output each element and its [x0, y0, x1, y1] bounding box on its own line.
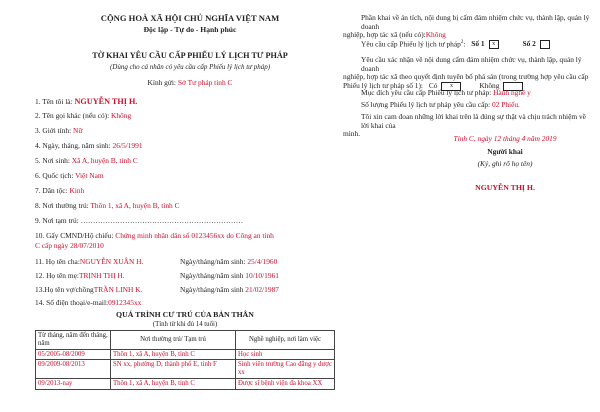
spouse-dob: Ngày/tháng/năm sinh 21/02/1987	[180, 285, 279, 294]
table-row: 05/2005-08/2009 Thôn 1, xã A, huyện B, tỉnh C Học sinh	[36, 349, 335, 360]
quantity-line: Số lượng Phiếu lý lịch tư pháp yêu cầu cấp: 02 Phiếu.	[361, 100, 520, 109]
option-form-2: Số 2	[522, 39, 536, 49]
purpose-value: Hành nghề y	[493, 88, 531, 97]
field-id-card: 10. Gấy CMND/Hộ chiếu: Chứng minh nhân dân số 0123456xx do Công an tỉnh	[35, 231, 274, 240]
recipient-value: Sở Tư pháp tỉnh C	[177, 78, 233, 87]
phone-value: 0912345xx	[108, 298, 142, 307]
signer-name: NGUYỄN THỊ H.	[475, 183, 535, 192]
field-dob-value: 26/5/1991	[112, 141, 143, 150]
checkbox-form-2[interactable]	[540, 40, 550, 49]
father-name: NGUYỄN XUÂN H.	[79, 257, 144, 266]
table-row: 09/2013-nay Thôn 1, xã A, huyện B, tỉnh C Được sĩ bệnh viện đa khoa XX	[36, 379, 335, 390]
record-value: Không	[425, 30, 446, 40]
form-subtitle: (Dùng cho cá nhân có yêu cầu cấp Phiếu lý lịch tư pháp)	[109, 63, 271, 71]
quantity-value: 02 Phiếu.	[491, 100, 520, 109]
checkbox-yes[interactable]: x	[441, 82, 461, 91]
field-birthplace-value: Xã A, huyện B, tỉnh C	[71, 156, 138, 165]
field-birthplace: 5. Nơi sinh: Xã A, huyện B, tỉnh C	[35, 156, 138, 165]
field-name-value: NGUYỄN THỊ H.	[74, 97, 138, 106]
father-dob: Ngày/tháng/năm sinh: 25/4/1960	[180, 257, 278, 266]
country-name: CỘNG HOÀ XÃ HỘI CHỦ NGHĨA VIỆT NAM	[100, 13, 280, 23]
record-section: Phần khai về án tích, nội dung bị cấm đảm nhiệm chức vụ, thành lập, quản lý doanh nghiệp, hợp tác xã (nếu có):Không	[343, 13, 590, 40]
field-alias: 2. Tên gọi khác (nếu có): Không	[35, 111, 132, 120]
option-yes: Có	[428, 80, 438, 90]
purpose-line: Mục đích yêu cầu cấp Phiếu lý lịch tư pháp: Hành nghề y	[361, 88, 531, 97]
field-gender-value: Nữ	[73, 126, 83, 135]
field-name: 1. Tên tôi là: NGUYỄN THỊ H.	[35, 97, 138, 106]
residence-title: QUÁ TRÌNH CƯ TRÚ CỦA BẢN THÂN	[116, 310, 254, 319]
field-ethnicity: 7. Dân tộc: Kinh	[35, 186, 85, 195]
field-id-card-value-cont: C cấp ngày 28/07/2010	[35, 241, 104, 250]
field-phone-line: 14. Số điện thoại/e-mail:0912345xx	[35, 298, 142, 307]
field-temporary-address-value: …………………………………………………………	[80, 216, 244, 225]
ban-section: Yêu cầu xác nhận về nội dung cấm đảm nhiệm chức vụ, thành lập, quản lý doanh nghiệp, hợp tác xã theo quyết định tuyên bố phá sản (trong trường hợp yêu cầu cấp Phiếu lý lịch tư pháp số 1): Có x Không	[343, 55, 589, 90]
table-row: 09/2009-08/2013 SN xx, phường D, thành phố E, tỉnh F Sinh viên trường Cao đẳng y dược xx	[36, 360, 335, 379]
field-nationality: 6. Quốc tịch: Việt Nam	[35, 171, 104, 180]
header-job: Nghề nghiệp, nơi làm việc	[236, 331, 335, 350]
residence-subtitle: (Tính từ khi đủ 14 tuổi)	[152, 321, 218, 328]
national-motto: Độc lập - Tự do - Hạnh phúc	[143, 25, 237, 34]
field-dob: 4. Ngày, tháng, năm sinh: 26/5/1991	[35, 141, 143, 150]
commitment: Tôi xin cam đoan những lời khai trên là đúng sự thật và chịu trách nhiệm về lời khai của mình.	[343, 112, 586, 139]
recipient-line	[50, 79, 330, 88]
header-place: Nơi thường trú/ Tạm trú	[111, 331, 236, 350]
field-ethnicity-value: Kinh	[69, 186, 85, 195]
residence-table	[35, 330, 335, 390]
field-alias-value: Không	[111, 111, 132, 120]
option-no: Không	[479, 80, 500, 90]
field-id-card-value: Chứng minh nhân dân số 0123456xx do Công an tỉnh	[115, 231, 274, 240]
checkbox-form-1[interactable]: x	[489, 40, 499, 49]
header-period: Từ tháng, năm đến tháng, năm	[36, 331, 111, 350]
signer-title: Người khai	[487, 147, 523, 156]
residence-table-header	[36, 331, 335, 350]
option-form-1: Số 1	[471, 39, 485, 49]
mother-dob: Ngày/tháng/năm sinh 10/10/1961	[180, 271, 279, 280]
field-mother: 12. Họ tên mẹ:TRỊNH THỊ H.	[35, 271, 125, 280]
field-permanent-address-value: Thôn 1, xã A, huyện B, tỉnh C	[90, 201, 180, 210]
mother-name: TRỊNH THỊ H.	[78, 271, 125, 280]
field-gender: 3. Giới tính: Nữ	[35, 126, 83, 135]
request-type: Yêu cầu cấp Phiếu lý lịch tư pháp$^2$: Số 1 x Số 2	[343, 40, 600, 49]
form-title: TỜ KHAI YÊU CẦU CẤP PHIẾU LÝ LỊCH TƯ PHÁP	[92, 51, 288, 60]
recipient-label: Kính gửi:	[147, 78, 176, 87]
field-nationality-value: Việt Nam	[75, 171, 104, 180]
field-permanent-address: 8. Nơi thường trú: Thôn 1, xã A, huyện B, tỉnh C	[35, 201, 180, 210]
field-spouse: 13.Họ tên vợ/chồngTRẦN LINH K.	[35, 285, 143, 294]
signer-note: (Ký, ghi rõ họ tên)	[477, 159, 533, 168]
sign-date: Tỉnh C, ngày 12 tháng 4 năm 2019	[453, 134, 557, 143]
field-temporary-address: 9. Nơi tạm trú: …………………………………………………………	[35, 216, 244, 225]
spouse-name: TRẦN LINH K.	[93, 285, 143, 294]
field-father: 11. Họ tên cha:NGUYỄN XUÂN H.	[35, 257, 144, 266]
